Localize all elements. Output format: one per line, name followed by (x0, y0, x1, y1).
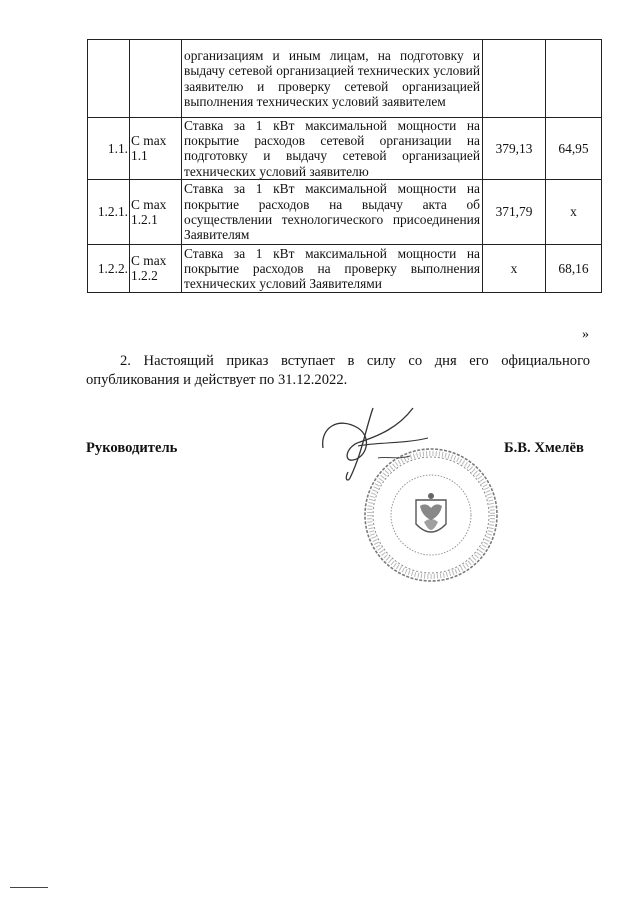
rate-value-2 (546, 40, 602, 118)
rate-code-line1: С max (131, 196, 167, 212)
signatory-role: Руководитель (86, 440, 178, 456)
table-row (88, 118, 602, 180)
rate-code (130, 179, 182, 244)
rate-code-line2: 1.1 (131, 148, 148, 164)
row-number: 1.1. (88, 118, 130, 180)
closing-quote: » (582, 327, 589, 342)
rate-description: организациям и иным лицам, на подготовку и выдачу сетевой организацией технических условий заявителю и проверку сетевой организацией выполнения технических условий заявителем (182, 40, 483, 118)
rate-value-1: 371,79 (483, 179, 546, 244)
tariff-table (87, 39, 602, 293)
rate-code-line1: С max (131, 253, 167, 269)
table-row (88, 244, 602, 292)
order-paragraph: 2. Настоящий приказ вступает в силу со дня его официального опубликования и действует по 31.12.2022. (86, 353, 590, 388)
rate-code (130, 40, 182, 118)
row-number: 1.2.2. (88, 244, 130, 292)
rate-value-1 (483, 40, 546, 118)
rate-code (130, 244, 182, 292)
rate-value-2: 68,16 (546, 244, 602, 292)
rate-value-1: 379,13 (483, 118, 546, 180)
row-number (88, 40, 130, 118)
rate-description: Ставка за 1 кВт максимальной мощности на покрытие расходов сетевой организации на подготовку и выдачу сетевой организацией технических условий заявителю (182, 118, 483, 180)
table-row (88, 40, 602, 118)
rate-value-2: х (546, 179, 602, 244)
rate-code-line2: 1.2.1 (131, 211, 158, 227)
footer-rule (10, 887, 48, 888)
rate-description: Ставка за 1 кВт максимальной мощности на покрытие расходов на проверку выполнения технических условий Заявителями (182, 244, 483, 292)
table-row (88, 179, 602, 244)
signature-icon (318, 398, 438, 488)
row-number: 1.2.1. (88, 179, 130, 244)
rate-value-2: 64,95 (546, 118, 602, 180)
rate-value-1: х (483, 244, 546, 292)
rate-description: Ставка за 1 кВт максимальной мощности на покрытие расходов на выдачу акта об осуществлении технологического присоединения Заявителям (182, 179, 483, 244)
signatory-name: Б.В. Хмелёв (504, 440, 584, 456)
rate-code-line1: С max (131, 133, 167, 149)
rate-code-line2: 1.2.2 (131, 268, 158, 284)
rate-code (130, 118, 182, 180)
